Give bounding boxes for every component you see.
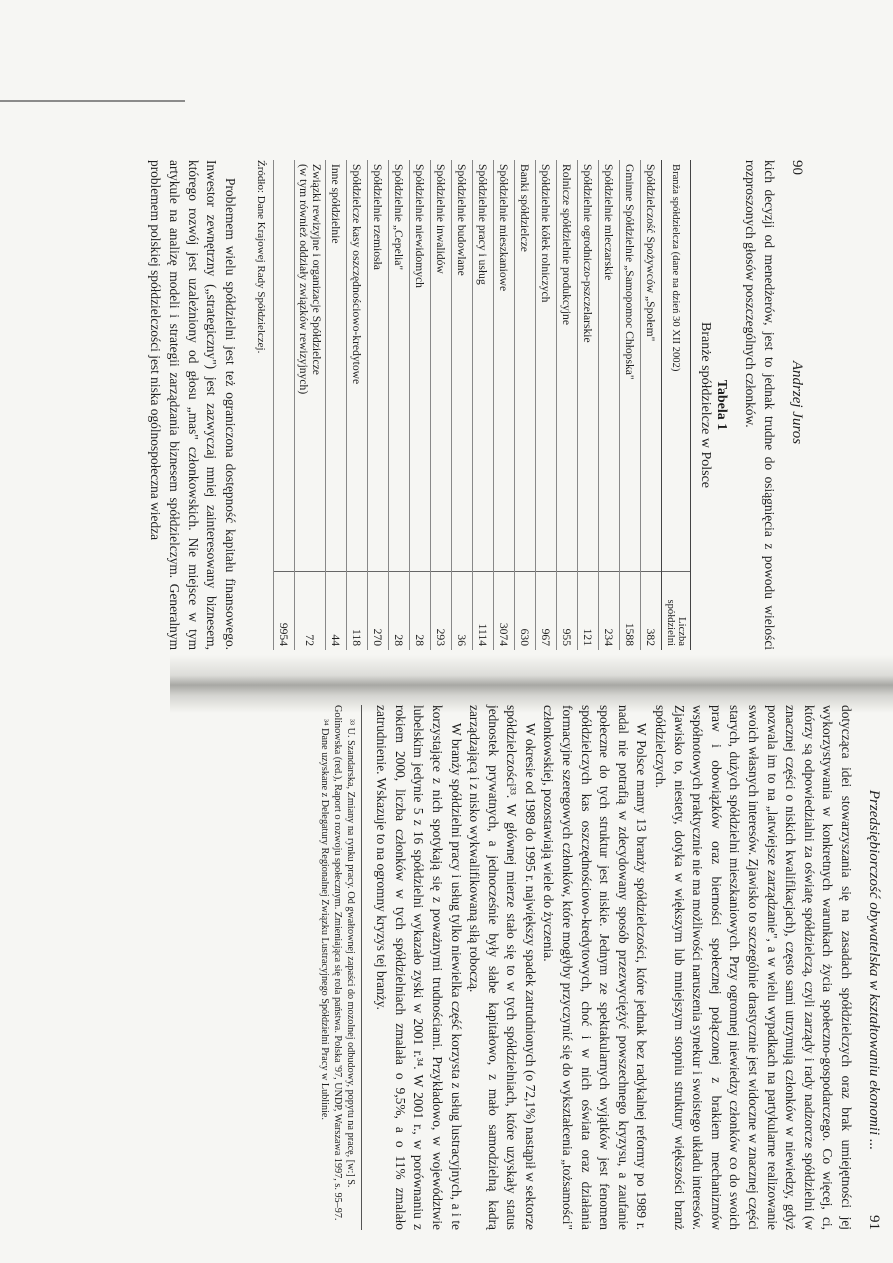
table-total-row <box>273 160 294 650</box>
branch-name: Spółdzielnie ogrodniczo-pszczelarskie <box>577 160 598 572</box>
branch-name: Spółdzielnie pracy i usług <box>472 160 493 572</box>
footnote: ³³ U. Szandarska, Zmiany na rynku pracy. Od gwałtownej zapaści do mozolnej odbudowy, popytu na pracę, [w:] S. Golinowska (red.), Raport o rozwoju społecznym. Zmieniająca się rola państwa. Polska '97, UNDP, Warszawa 1997, s. 95–97. <box>331 705 356 1221</box>
branch-name-line2: (w tym również oddziały związków rewizyjnych) <box>296 164 310 395</box>
branch-name: Spółdzielnie inwalidów <box>430 160 451 572</box>
table-row <box>430 160 451 650</box>
table-row <box>598 160 619 650</box>
branch-name-line1: Związki rewizyjne i organizacje Spółdzielcze <box>309 164 323 375</box>
branch-column-header: Branża spółdzielcza (dane na dzień 30 XII 2002) <box>661 160 690 572</box>
table-row <box>619 160 640 650</box>
branch-count: 955 <box>556 572 577 651</box>
branch-name: Spółdzielcze kasy oszczędnościowo-kredytowe <box>346 160 367 572</box>
right-paragraph: dotycząca idei stowarzyszania się na zasadach spółdzielczych oraz brak umiejętności jej wykorzystywania w konkretnych warunkach życia społeczno-gospodarczego. Co więcej, ci, którzy są odpowiedzialni za oświatę spółdzielczą, czyli zarządy i rady nadzorcze spółdzielni (w znacznej części o niskich kwalifikacjach), często sami utrzymują członków w niewiedzy, gdyż pozwala im to na „latwiejsze zarządzanie", a w wielu wypadkach na partykularne realizowanie swoich własnych interesów. Zjawisko to szczególnie drastycznie jest widoczne w znacznej części starych, dużych spółdzielni mieszkaniowych. Przy ogromnej niewiedzy członków co do swoich praw i obowiązków oraz bierności społecznej połączonej z brakiem mechanizmów współnotowych praktycznie nie ma możliwości naruszenia synekur i swoistego układu interesów. Zjawisko to, niestety, dotyka w większym lub mniejszym stopniu struktury większości branż spółdzielczych. <box>653 705 854 1230</box>
table-row <box>640 160 661 650</box>
left-running-head: Andrzej Juros <box>789 360 805 445</box>
table-row <box>577 160 598 650</box>
branch-name: Rolnicze spółdzielnie produkcyjne <box>556 160 577 572</box>
table-row <box>493 160 514 650</box>
right-page-number: 91 <box>866 1215 882 1230</box>
scan-artifact-line <box>0 100 185 102</box>
table-row <box>472 160 493 650</box>
table-source: Źródło: Dane Krajowej Rady Spółdzielczej. <box>254 160 267 354</box>
branch-count: 36 <box>451 572 472 651</box>
right-page-header <box>865 705 882 1230</box>
branch-count: 1114 <box>472 572 493 651</box>
branch-name: Spółdzielnie niewidomych <box>409 160 430 572</box>
left-intro-paragraph: kich decyzji od menedżerów, jest to jednak trudne do osiągnięcia z powodu wielości rozproszonych głosów poszczególnych członków. <box>743 160 777 650</box>
cooperative-branches-table <box>273 160 691 650</box>
branch-count: 44 <box>325 572 346 651</box>
branch-name: Spółdzielnie budowlane <box>451 160 472 572</box>
branch-count: 293 <box>430 572 451 651</box>
branch-count: 72 <box>294 572 325 651</box>
branch-name: Spółdzielnie mleczarskie <box>598 160 619 572</box>
branch-count: 118 <box>346 572 367 651</box>
branch-count: 121 <box>577 572 598 651</box>
total-count: 9954 <box>273 572 294 651</box>
table-title: Tabela 1 <box>713 379 729 431</box>
footnote: ³⁴ Dane uzyskane z Delegatury Regionalnej Związku Lustracyjnego Spółdzielni Pracy w Lublinie. <box>318 719 330 1120</box>
footnotes <box>318 705 362 1230</box>
left-page-number: 90 <box>789 160 805 175</box>
right-paragraph: W okresie od 1989 do 1995 r. największy spadek zatrudnionych (o 72,1%) nastąpił w sektorze spółdzielczości³³. W głównej mierze stało się to w tych spółdzielniach, które uzyskały status jednostek prywatnych, a jednocześnie były słabe kapitałowo, z mało samodzielną kadrą zarządzającą i z nisko wykwalifikowaną siłą roboczą. <box>467 705 538 1230</box>
branch-count: 3074 <box>493 572 514 651</box>
table-row <box>294 160 325 650</box>
table-row <box>535 160 556 650</box>
table-row <box>388 160 409 650</box>
branch-name: Banki spółdzielcze <box>514 160 535 572</box>
right-paragraph: W branży spółdzielni pracy i usług tylko niewielka część korzysta z usług lustracyjnych, a i te korzystające z nich spotykają się z poważnymi trudnościami. Przykładowo, w województwie lubelskim jedynie 5 z 16 spółdzielni wykazało zyski w 2001 r.³⁴. W 2001 r., w porównaniu z rokiem 2000, liczba członków w tych spółdzielniach zmalała o 9,5%, a o 11% zmalało zatrudnienie. Wskazuje to na ogromny kryzys tej branży. <box>374 705 464 1230</box>
branch-count: 630 <box>514 572 535 651</box>
branch-count: 234 <box>598 572 619 651</box>
count-column-header: Liczba spółdzielni <box>661 572 690 651</box>
table-row <box>325 160 346 650</box>
branch-count: 1588 <box>619 572 640 651</box>
branch-count: 28 <box>388 572 409 651</box>
right-paragraph: W Polsce mamy 13 branży spółdzielczości, które jednak bez radykalnej reformy po 1989 r. nadal nie potrafią w zdecydowany sposób przezwyciężyć powszechnego kryzysu, a zaufanie społeczne do tych struktur jest niskie. Jednym ze spektakularnych wyjątków jest fenomen spółdzielczych kas oszczędnościowo-kredytowych, choć i w nich oświata oraz działania formacyjne szeregowych członków, które mogłyby przyczynić się do wykształcenia „tożsamości" członkowskiej, pozostawiają wiele do życzenia. <box>541 705 650 1230</box>
branch-name: Spółdzielczość Spożywców „Społem" <box>640 160 661 572</box>
left-closing-paragraph: Problemem wielu spółdzielni jest też ograniczona dostępność kapitału finansowego. Inwestor zewnętrzny („strategiczny") jest zazwyczaj mniej zainteresowany biznesem, którego rozwój jest uzależniony od głosu „mas" członkowskich. Nie miejsce w tym artykule na analizę modeli i strategii zarządzania biznesem spółdzielczym. Generalnym problemem polskiej spółdzielczości jest niska ogólnospołeczna wiedza <box>148 160 238 650</box>
table-subtitle: Branże spółdzielcze w Polsce <box>697 322 713 488</box>
branch-name: Gminne Spółdzielnie „Samopomoc Chłopska" <box>619 160 640 572</box>
branch-count: 382 <box>640 572 661 651</box>
table-row <box>409 160 430 650</box>
left-page-header <box>788 160 805 650</box>
table-row <box>367 160 388 650</box>
right-page <box>172 705 882 1230</box>
left-page <box>148 160 805 650</box>
branch-name: Spółdzielnie rzemiosła <box>367 160 388 572</box>
branch-name <box>294 160 325 572</box>
branch-count: 967 <box>535 572 556 651</box>
table-row <box>451 160 472 650</box>
branch-name: Spółdzielnie „Cepelia" <box>388 160 409 572</box>
right-running-head: Przedsiębiorczość obywatelska w kształtowaniu ekonomii ... <box>866 789 882 1151</box>
branch-count: 270 <box>367 572 388 651</box>
table-header-row <box>661 160 690 650</box>
table-row <box>346 160 367 650</box>
table-row <box>514 160 535 650</box>
table-row <box>556 160 577 650</box>
branch-name: Inne spółdzielnie <box>325 160 346 572</box>
branch-name: Spółdzielnie mieszkaniowe <box>493 160 514 572</box>
branch-name: Spółdzielnie kółek rolniczych <box>535 160 556 572</box>
branch-count: 28 <box>409 572 430 651</box>
